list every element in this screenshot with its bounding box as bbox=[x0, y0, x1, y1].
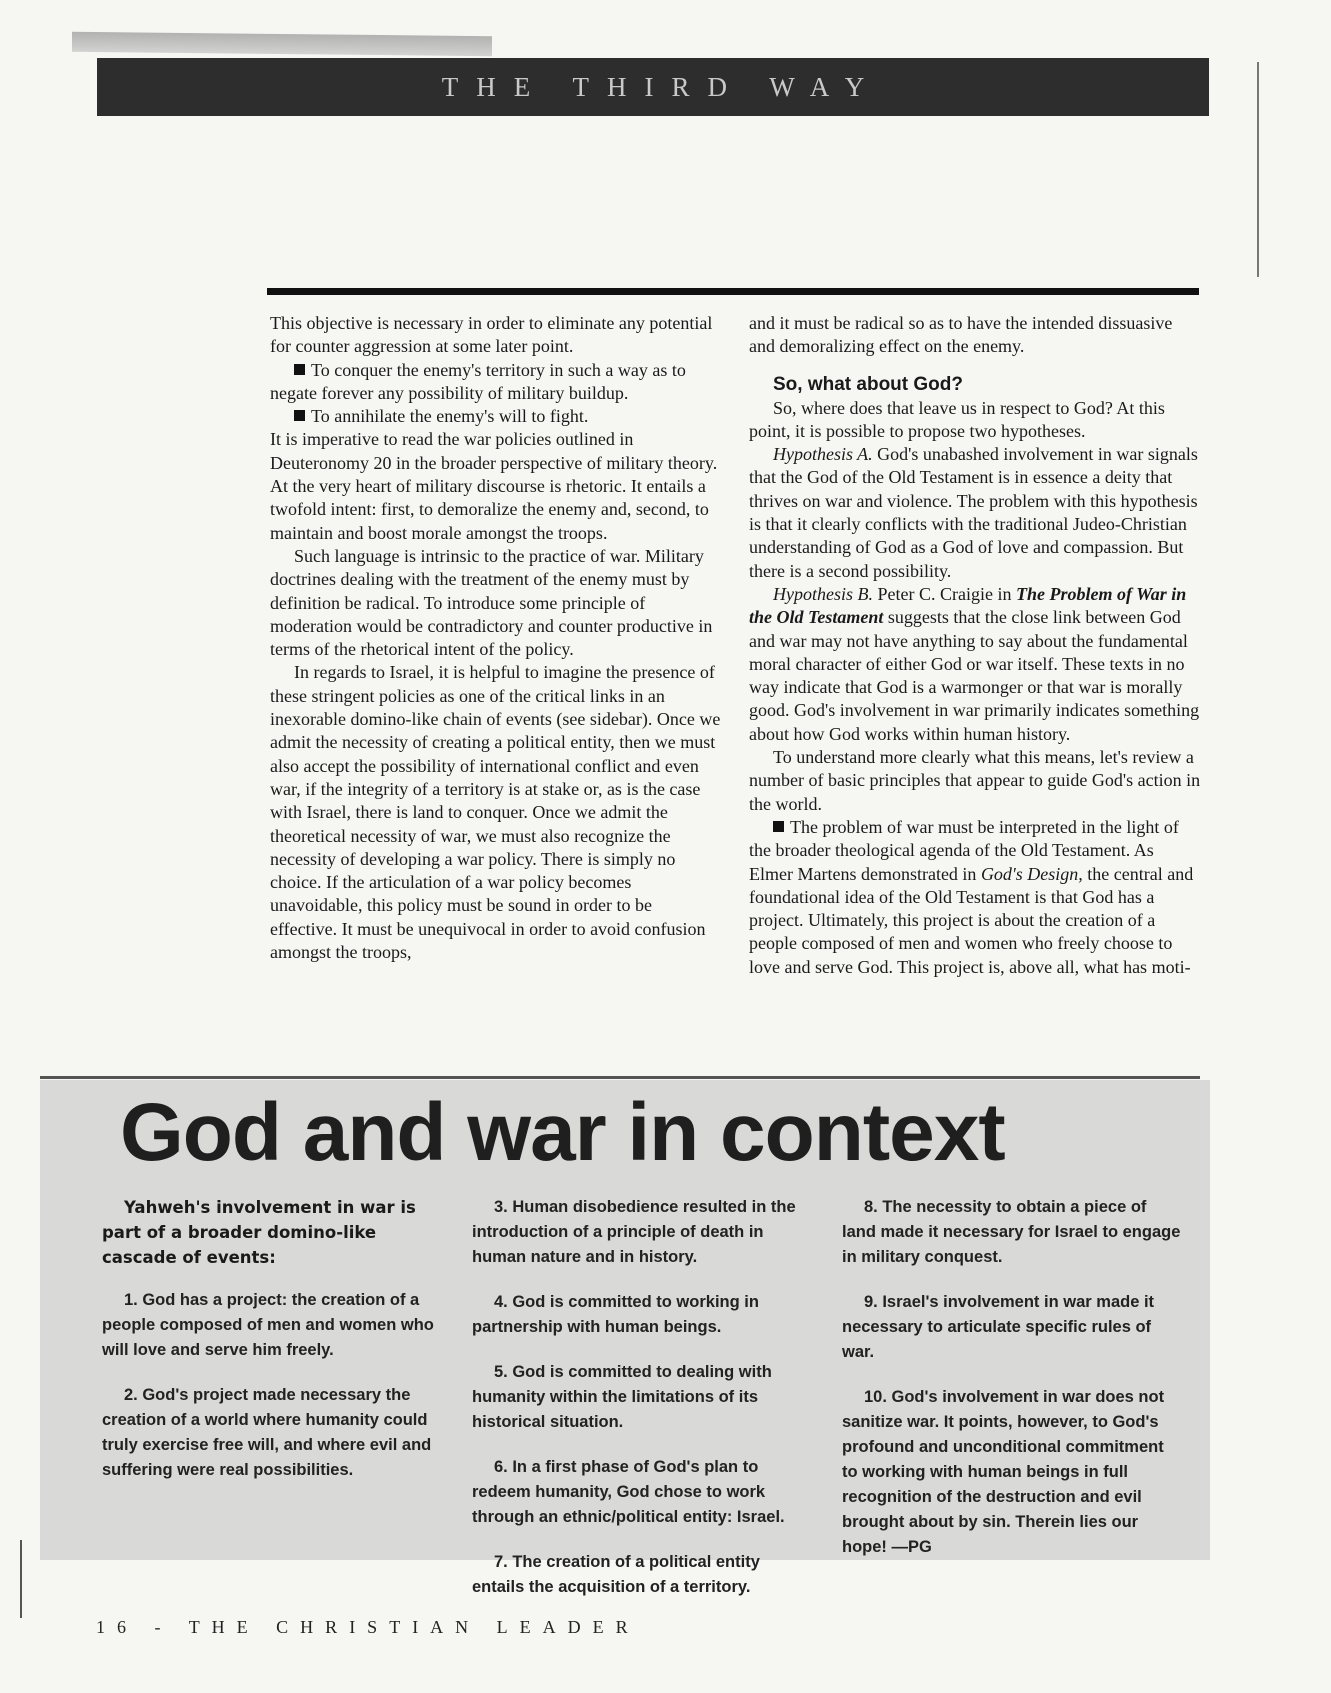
square-bullet-icon bbox=[294, 364, 305, 375]
sidebar-item: 2. God's project made necessary the creation of a world where humanity could truly exercise free will, and where evil and suffering were real possibilities. bbox=[102, 1386, 432, 1479]
article-right-column bbox=[749, 312, 1202, 1064]
hypothesis-b-label: Hypothesis B. bbox=[773, 583, 873, 604]
square-bullet-icon bbox=[773, 821, 784, 832]
sidebar-title: God and war in context bbox=[120, 1087, 1005, 1178]
book-title: The Problem of War in the Old Testament bbox=[749, 583, 1187, 628]
hypothesis-b-paragraph bbox=[749, 583, 1202, 746]
sidebar-item: 5. God is committed to dealing with humanity within the limitations of its historical situation. bbox=[472, 1363, 772, 1431]
hypothesis-a-paragraph bbox=[749, 443, 1202, 583]
bullet-paragraph bbox=[749, 816, 1202, 979]
sidebar-columns bbox=[102, 1195, 1182, 1596]
page-footer bbox=[96, 1617, 640, 1638]
paragraph: It is imperative to read the war policies outlined in Deuteronomy 20 in the broader perspective of military theory. At the very heart of military discourse is rhetoric. It entails a twofold intent: first, to demoralize the enemy and, second, to maintain and boost morale amongst the troops. bbox=[270, 429, 718, 543]
bullet-text-pre: The problem of war must be interpreted in the light of the broader theological agenda of the Old Testament. As Elmer Martens demonstrated in bbox=[749, 816, 1179, 884]
paragraph: and it must be radical so as to have the intended dissuasive and demoralizing effect on the enemy. bbox=[749, 313, 1173, 357]
sidebar-item: 7. The creation of a political entity entails the acquisition of a territory. bbox=[472, 1553, 760, 1596]
bullet-paragraph bbox=[270, 359, 723, 406]
bullet-text-post: the central and foundational idea of the Old Testament is that God has a project. Ultimately, this project is about the creation of a people composed of men and women who freely choose to love and serve God. This project is, above all, what has moti- bbox=[749, 863, 1194, 977]
sidebar-column-2 bbox=[472, 1195, 812, 1596]
hypothesis-b-pre: Peter C. Craigie in bbox=[872, 583, 1016, 604]
sidebar-item: 8. The necessity to obtain a piece of land made it necessary for Israel to engage in military conquest. bbox=[842, 1198, 1181, 1266]
paragraph: This objective is necessary in order to eliminate any potential for counter aggression at some later point. bbox=[270, 313, 713, 357]
right-margin-rule bbox=[1257, 62, 1259, 277]
sidebar-item: 6. In a first phase of God's plan to redeem humanity, God chose to work through an ethnic/political entity: Israel. bbox=[472, 1458, 785, 1526]
bullet-text: To conquer the enemy's territory in such a way as to negate forever any possibility of military buildup. bbox=[270, 359, 686, 403]
article-body bbox=[270, 312, 1202, 1064]
paragraph: So, where does that leave us in respect to God? At this point, it is possible to propose two hypotheses. bbox=[749, 397, 1165, 441]
book-title: God's Design, bbox=[980, 863, 1083, 884]
bullet-paragraph bbox=[270, 405, 723, 428]
subheading: So, what about God? bbox=[773, 373, 963, 395]
page-number: 16 bbox=[96, 1617, 138, 1637]
sidebar-item: 1. God has a project: the creation of a people composed of men and women who will love and serve him freely. bbox=[102, 1291, 434, 1359]
bullet-text: To annihilate the enemy's will to fight. bbox=[311, 406, 589, 427]
sidebar-column-1 bbox=[102, 1195, 442, 1555]
left-margin-rule bbox=[20, 1540, 22, 1618]
sidebar-column-3 bbox=[842, 1195, 1182, 1555]
sidebar-item: 3. Human disobedience resulted in the introduction of a principle of death in human nature and in history. bbox=[472, 1198, 796, 1266]
magazine-name: THE CHRISTIAN LEADER bbox=[188, 1617, 640, 1637]
sidebar-divider bbox=[40, 1076, 1200, 1079]
sidebar-item: 10. God's involvement in war does not sanitize war. It points, however, to God's profound and unconditional commitment to working with human beings in full recognition of the destruction and evil brought about by sin. Therein lies our hope! —PG bbox=[842, 1388, 1165, 1556]
sidebar-item: 4. God is committed to working in partnership with human beings. bbox=[472, 1293, 759, 1336]
article-top-rule bbox=[267, 288, 1199, 295]
section-header-bar bbox=[97, 58, 1209, 116]
footer-separator: - bbox=[154, 1617, 173, 1637]
section-title: THE THIRD WAY bbox=[441, 71, 883, 102]
hypothesis-a-text: God's unabashed involvement in war signals that the God of the Old Testament is in essence a deity that thrives on war and violence. The problem with this hypothesis is that it clearly conflicts with the traditional Judeo-Christian understanding of God as a God of love and compassion. But there is a second possibility. bbox=[749, 444, 1198, 581]
article-left-column bbox=[270, 312, 723, 1064]
sidebar-lead: Yahweh's involvement in war is part of a broader domino-like cascade of events: bbox=[102, 1198, 416, 1267]
paragraph: Such language is intrinsic to the practice of war. Military doctrines dealing with the treatment of the enemy must by definition be radical. To introduce some principle of moderation would be contradictory and counter productive in terms of the rhetorical intent of the policy. bbox=[270, 545, 713, 660]
hypothesis-a-label: Hypothesis A. bbox=[773, 444, 873, 465]
paragraph: In regards to Israel, it is helpful to imagine the presence of these stringent policies as one of the critical links in an inexorable domino-like chain of events (see sidebar). Once we admit the necessity of creating a political entity, then we must also accept the possibility of international conflict and even war, if the integrity of a territory is at stake or, as is the case with Israel, there is land to conquer. Once we admit the theoretical necessity of war, we must also recognize the necessity of developing a war policy. There is simply no choice. If the articulation of a war policy becomes unavoidable, this policy must be sound in order to be effective. It must be unequivocal in order to avoid confusion amongst the troops, bbox=[270, 662, 721, 963]
paragraph: To understand more clearly what this means, let's review a number of basic principles that appear to guide God's action in the world. bbox=[749, 747, 1201, 814]
scan-shadow bbox=[72, 32, 492, 56]
square-bullet-icon bbox=[294, 410, 305, 421]
sidebar-item: 9. Israel's involvement in war made it necessary to articulate specific rules of war. bbox=[842, 1293, 1155, 1361]
hypothesis-b-text: suggests that the close link between God and war may not have anything to say about the fundamental moral character of either God or war itself. These texts in no way indicate that God is a warmonger or that war is morally good. God's involvement in war primarily indicates something about how God works within human history. bbox=[749, 607, 1200, 744]
